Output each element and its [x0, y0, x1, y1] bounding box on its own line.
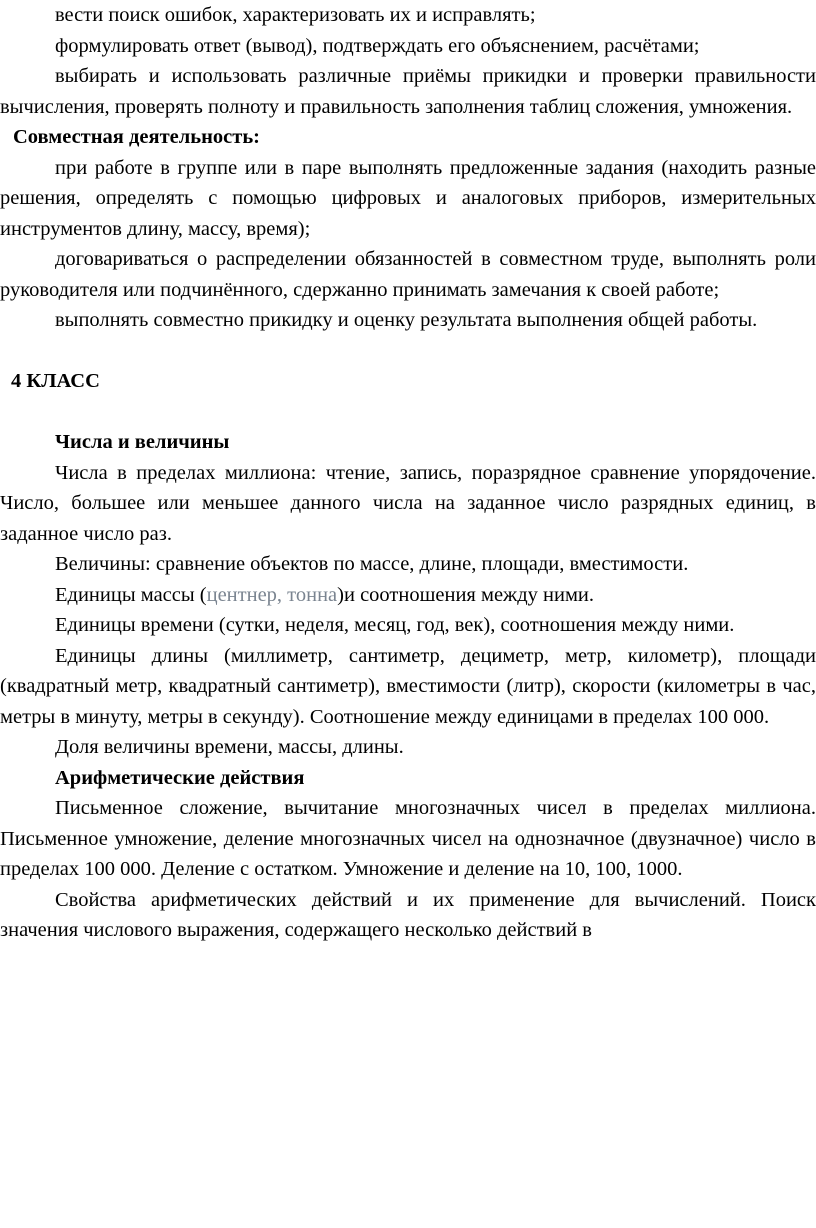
blank-line: [0, 397, 816, 428]
paragraph-length-units: Единицы длины (миллиметр, сантиметр, дециметр, метр, километр), площади (квадратный метр, квадратный сантиметр), вместимости (литр), скорости (километры в час, метры в минуту, метры в секунду). Соотношение между единицами в пределах 100 000.: [0, 644, 816, 728]
mass-units-suffix: )и соотношения между ними.: [337, 583, 595, 606]
heading-joint-activity: Совместная деятельность:: [13, 126, 260, 148]
heading-grade-4: 4 КЛАСС: [11, 370, 100, 392]
paragraph-mass-units: [0, 580, 816, 611]
paragraph-estimation-methods: выбирать и использовать различные приёмы прикидки и проверки правильности вычисления, проверять полноту и правильность заполнения таблиц сложения, умножения.: [0, 65, 816, 118]
heading-arithmetic-operations: Арифметические действия: [55, 766, 305, 789]
paragraph-find-errors: вести поиск ошибок, характеризовать их и исправлять;: [55, 4, 536, 26]
paragraph-formulate-answer: формулировать ответ (вывод), подтверждать его объяснением, расчётами;: [55, 34, 700, 57]
paragraph-joint-estimation: выполнять совместно прикидку и оценку результата выполнения общей работы.: [55, 309, 758, 331]
paragraph-numbers-million: Числа в пределах миллиона: чтение, запись, поразрядное сравнение упорядочение. Число, большее или меньшее данного числа на заданное число разрядных единиц, в заданное число раз.: [0, 461, 816, 545]
paragraph-duties-distribution: договариваться о распределении обязанностей в совместном труде, выполнять роли руководителя или подчинённого, сдержанно принимать замечания к своей работе;: [0, 248, 816, 301]
paragraph-written-operations: Письменное сложение, вычитание многозначных чисел в пределах миллиона. Письменное умножение, деление многозначных чисел на однозначное (двузначное) число в пределах 100 000. Деление с остатком. Умножение и деление на 10, 100, 1000.: [0, 797, 816, 880]
mass-units-highlight: центнер, тонна: [206, 583, 338, 606]
paragraph-fractions-of-quantity: Доля величины времени, массы, длины.: [55, 736, 404, 758]
paragraph-quantities-comparison: Величины: сравнение объектов по массе, длине, площади, вместимости.: [55, 553, 689, 575]
heading-numbers-and-quantities: Числа и величины: [55, 431, 230, 453]
paragraph-properties-of-operations: Свойства арифметических действий и их применение для вычислений. Поиск значения числового выражения, содержащего несколько действий в: [0, 888, 816, 941]
mass-units-prefix: Единицы массы (: [55, 583, 207, 606]
paragraph-time-units: Единицы времени (сутки, неделя, месяц, год, век), соотношения между ними.: [55, 614, 735, 636]
blank-line: [0, 336, 816, 367]
paragraph-group-work: при работе в группе или в паре выполнять предложенные задания (находить разные решения, определять с помощью цифровых и аналоговых приборов, измерительных инструментов длину, массу, время);: [0, 156, 816, 240]
